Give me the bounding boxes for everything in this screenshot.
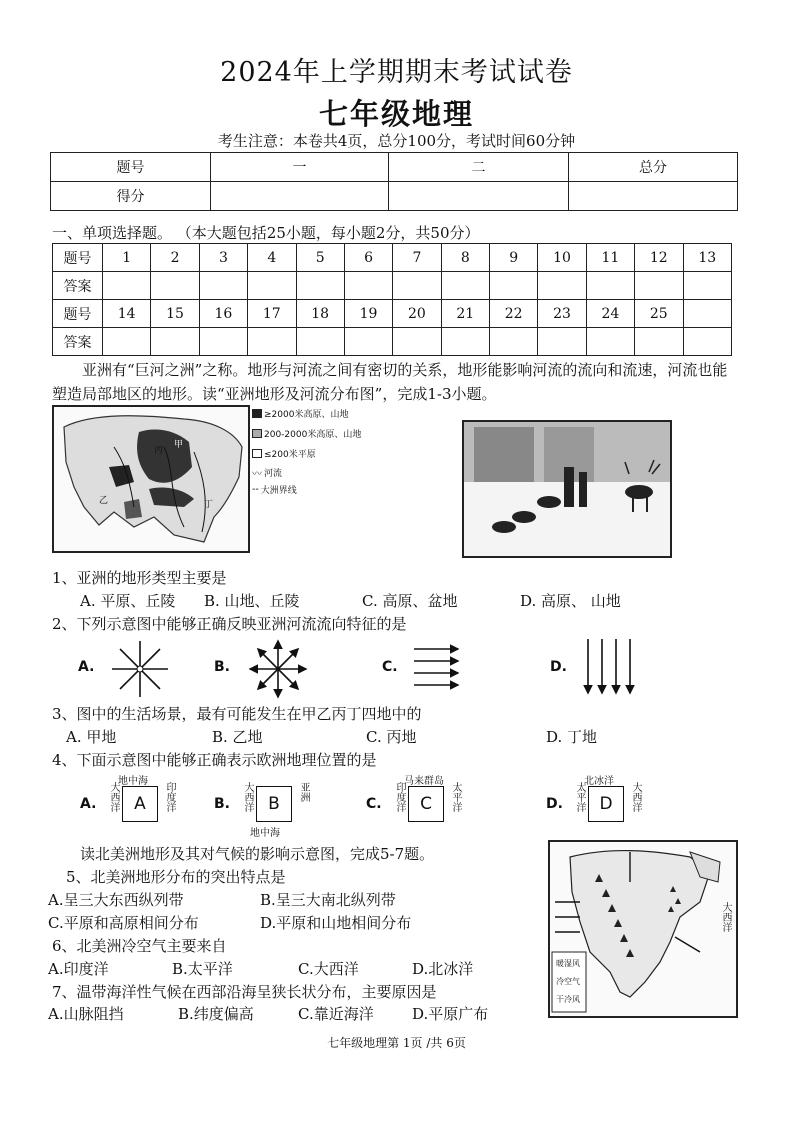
answer-input-cell[interactable] (248, 328, 296, 356)
answer-input-cell[interactable] (296, 328, 344, 356)
legend-swatch-mid (252, 429, 262, 438)
legend-swatch-high (252, 409, 262, 418)
option-label[interactable]: D. (546, 796, 563, 812)
na-map-graphic (550, 842, 736, 1016)
option-a[interactable]: A.呈三大东西纵列带 (48, 891, 184, 909)
legend-label: 冷空气 (556, 977, 580, 986)
option-d[interactable]: D. 丁地 (546, 728, 598, 746)
diverging-arrows-diagram[interactable] (246, 637, 310, 701)
question-number-cell: 23 (538, 300, 586, 328)
question-number-cell (683, 300, 732, 328)
answer-input-cell[interactable] (441, 272, 489, 300)
top-label: 马来群岛 (404, 776, 444, 787)
question-5-stem: 5、北美洲地形分布的突出特点是 (66, 868, 286, 886)
score-table (50, 152, 738, 211)
answer-input-cell[interactable] (586, 328, 634, 356)
right-label: 亚洲 (298, 782, 309, 802)
answer-input-cell[interactable] (441, 328, 489, 356)
option-a[interactable]: A. 平原、丘陵 (80, 592, 176, 610)
option-b[interactable]: B. (214, 659, 230, 675)
option-b[interactable]: B.太平洋 (172, 960, 233, 978)
right-label: 印度洋 (164, 782, 175, 812)
question-number-cell: 8 (441, 244, 489, 272)
answer-input-cell[interactable] (586, 272, 634, 300)
option-c[interactable]: C. 丙地 (366, 728, 417, 746)
question-number-cell: 10 (538, 244, 586, 272)
answer-input-cell[interactable] (538, 328, 586, 356)
answer-row-label: 题号 (53, 300, 103, 328)
option-c[interactable]: C. (382, 659, 398, 675)
right-label: 太平洋 (450, 782, 461, 812)
top-label: 地中海 (118, 776, 148, 787)
photo-graphic (464, 422, 670, 556)
answer-row-label: 题号 (53, 244, 103, 272)
map-legend (252, 407, 362, 497)
question-number-cell: 12 (635, 244, 683, 272)
score-header-cell: 总分 (569, 153, 738, 182)
option-d[interactable]: D. 高原、 山地 (520, 592, 621, 610)
question-number-cell: 11 (586, 244, 634, 272)
score-input-cell[interactable] (211, 182, 389, 211)
answer-input-cell[interactable] (490, 272, 538, 300)
place-label: 甲 (174, 440, 184, 450)
option-a[interactable]: A.印度洋 (48, 960, 109, 978)
question-number-cell: 9 (490, 244, 538, 272)
place-label: 丙 (154, 446, 164, 456)
left-label: 大西洋 (242, 782, 253, 812)
answer-input-cell[interactable] (393, 272, 441, 300)
question-number-cell: 22 (490, 300, 538, 328)
question-2-diagrams (78, 637, 718, 701)
question-number-cell: 3 (199, 244, 247, 272)
question-number-cell: 14 (103, 300, 151, 328)
score-header-cell: 题号 (51, 153, 211, 182)
answer-input-cell[interactable] (538, 272, 586, 300)
subject-title: 七年级地理 (318, 97, 474, 131)
legend-label: 200-2000米高原、山地 (264, 430, 362, 440)
europe-position-option[interactable] (214, 772, 344, 842)
option-a[interactable]: A.山脉阻挡 (48, 1005, 124, 1023)
bottom-label: 地中海 (250, 828, 280, 839)
legend-label: 大洲界线 (260, 486, 297, 496)
europe-position-option[interactable] (366, 772, 496, 842)
left-label: 印度洋 (394, 782, 405, 812)
eastward-arrows-diagram[interactable] (412, 643, 462, 695)
option-c[interactable]: C. 高原、盆地 (362, 592, 458, 610)
answer-input-cell[interactable] (635, 272, 683, 300)
answer-input-cell[interactable] (103, 272, 151, 300)
left-label: 大西洋 (108, 782, 119, 812)
answer-input-cell[interactable] (199, 328, 247, 356)
option-label[interactable]: C. (366, 796, 382, 812)
question-2-stem: 2、下列示意图中能够正确反映亚洲河流流向特征的是 (52, 615, 407, 633)
option-b[interactable]: B. 乙地 (212, 728, 263, 746)
ocean-label: 大西洋 (720, 902, 731, 932)
option-c[interactable]: C.靠近海洋 (298, 1005, 374, 1023)
option-b[interactable]: B.纬度偏高 (178, 1005, 254, 1023)
option-d[interactable]: D.平原广布 (412, 1005, 489, 1023)
exam-notice: 考生注意：本卷共4页，总分100分，考试时间60分钟 (217, 132, 576, 150)
answer-input-cell[interactable] (103, 328, 151, 356)
north-america-map (548, 840, 738, 1018)
question-6-stem: 6、北美洲冷空气主要来自 (52, 937, 227, 955)
answer-input-cell[interactable] (490, 328, 538, 356)
right-label: 大西洋 (630, 782, 641, 812)
question-7-options (48, 1003, 528, 1023)
europe-box: D (588, 786, 624, 822)
question-number-cell: 13 (683, 244, 732, 272)
asia-map-graphic (54, 407, 248, 551)
question-number-cell: 20 (393, 300, 441, 328)
question-number-cell: 24 (586, 300, 634, 328)
answer-input-cell[interactable] (151, 328, 199, 356)
option-a[interactable]: A. 甲地 (66, 728, 117, 746)
exam-title: 2024年上学期期末考试试卷 (220, 57, 573, 88)
question-6-options (48, 958, 528, 978)
asia-map (52, 405, 250, 553)
answer-input-cell[interactable] (683, 328, 732, 356)
river-icon: 〰 (252, 469, 262, 480)
question-5-options (48, 889, 528, 935)
place-label: 丁 (204, 500, 214, 510)
question-number-cell: 19 (344, 300, 392, 328)
europe-position-option[interactable] (80, 772, 210, 842)
question-1-stem: 1、亚洲的地形类型主要是 (52, 569, 227, 587)
answer-input-cell[interactable] (296, 272, 344, 300)
option-b[interactable]: B. 山地、丘陵 (204, 592, 300, 610)
option-d[interactable]: D. (550, 659, 567, 675)
question-number-cell: 1 (103, 244, 151, 272)
legend-label: 干冷风 (556, 995, 580, 1004)
question-number-cell: 2 (151, 244, 199, 272)
question-number-cell: 7 (393, 244, 441, 272)
option-d[interactable]: D.北冰洋 (412, 960, 474, 978)
answer-row-label: 答案 (53, 328, 103, 356)
option-c[interactable]: C.平原和高原相间分布 (48, 914, 199, 932)
converging-arrows-diagram[interactable] (108, 637, 172, 701)
question-4-stem: 4、下面示意图中能够正确表示欧洲地理位置的是 (52, 751, 377, 769)
answer-input-cell[interactable] (344, 272, 392, 300)
question-number-cell: 15 (151, 300, 199, 328)
score-header-cell: 一 (211, 153, 389, 182)
option-c[interactable]: C.大西洋 (298, 960, 359, 978)
europe-box: B (256, 786, 292, 822)
question-7-stem: 7、温带海洋性气候在西部沿海呈狭长状分布，主要原因是 (52, 983, 437, 1001)
legend-label: 暖湿风 (556, 959, 580, 968)
score-row-label: 得分 (51, 182, 211, 211)
answer-input-cell[interactable] (683, 272, 732, 300)
top-label: 北冰洋 (584, 776, 614, 787)
europe-position-option[interactable] (546, 772, 676, 842)
option-b[interactable]: B.呈三大南北纵列带 (260, 891, 396, 909)
southward-arrows-diagram[interactable] (582, 637, 638, 697)
answer-input-cell[interactable] (635, 328, 683, 356)
question-number-cell: 6 (344, 244, 392, 272)
answer-row-label: 答案 (53, 272, 103, 300)
europe-box: C (408, 786, 444, 822)
option-a[interactable]: A. (78, 659, 95, 675)
answer-input-cell[interactable] (151, 272, 199, 300)
answer-input-cell[interactable] (199, 272, 247, 300)
left-label: 太平洋 (574, 782, 585, 812)
option-label[interactable]: B. (214, 796, 230, 812)
question-number-cell: 25 (635, 300, 683, 328)
page-footer: 七年级地理第 1页 /共 6页 (327, 1036, 466, 1050)
question-4-diagrams (80, 772, 680, 842)
reindeer-sled-photo (462, 420, 672, 558)
answer-table (52, 243, 732, 356)
question-number-cell: 21 (441, 300, 489, 328)
legend-label: 河流 (264, 469, 283, 479)
question-number-cell: 17 (248, 300, 296, 328)
boundary-icon: ‐‐ (252, 484, 259, 495)
answer-input-cell[interactable] (344, 328, 392, 356)
place-label: 乙 (99, 496, 109, 506)
section1-heading: 一、单项选择题。 （本大题包括25小题，每小题2分，共50分） (52, 224, 480, 242)
legend-label: ≥2000米高原、山地 (264, 410, 349, 420)
option-label[interactable]: A. (80, 796, 97, 812)
answer-input-cell[interactable] (248, 272, 296, 300)
question-number-cell: 5 (296, 244, 344, 272)
legend-label: ≤200米平原 (264, 450, 316, 460)
intro-paragraph-asia: 亚洲有“巨河之洲”之称。地形与河流之间有密切的关系，地形能影响河流的流向和流速，河流也能塑造局部地区的地形。读“亚洲地形及河流分布图”，完成1-3小题。 (52, 361, 728, 403)
score-input-cell[interactable] (389, 182, 569, 211)
europe-box: A (122, 786, 158, 822)
question-number-cell: 18 (296, 300, 344, 328)
legend-swatch-low (252, 449, 262, 458)
intro-paragraph-na: 读北美洲地形及其对气候的影响示意图，完成5-7题。 (80, 845, 435, 863)
answer-input-cell[interactable] (393, 328, 441, 356)
question-3-stem: 3、图中的生活场景，最有可能发生在甲乙丙丁四地中的 (52, 705, 422, 723)
score-header-cell: 二 (389, 153, 569, 182)
question-1-options (80, 590, 700, 610)
question-3-options (66, 726, 686, 746)
question-number-cell: 16 (199, 300, 247, 328)
option-d[interactable]: D.平原和山地相间分布 (260, 914, 412, 932)
score-input-cell[interactable] (569, 182, 738, 211)
question-number-cell: 4 (248, 244, 296, 272)
